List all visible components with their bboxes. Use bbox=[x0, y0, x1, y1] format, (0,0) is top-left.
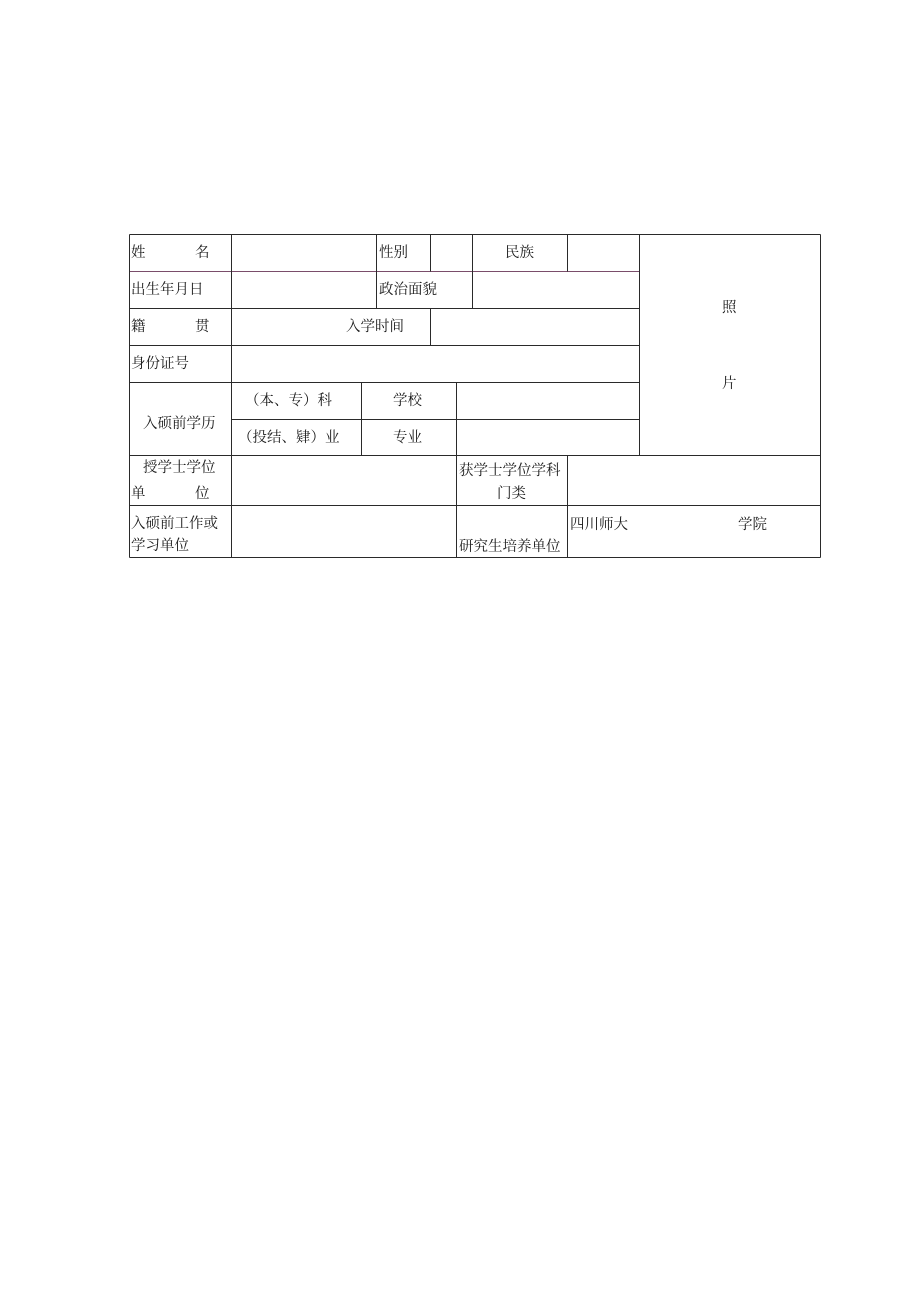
id-number-label: 身份证号 bbox=[131, 356, 189, 372]
name-field[interactable] bbox=[232, 235, 375, 271]
birth-date-label: 出生年月日 bbox=[131, 282, 204, 298]
prior-work-label-line1: 入硕前工作或 bbox=[131, 516, 218, 532]
birth-date-field[interactable] bbox=[232, 272, 375, 307]
prior-work-label-line2: 学习单位 bbox=[131, 538, 189, 554]
political-status-field[interactable] bbox=[473, 272, 638, 307]
training-unit-college: 学院 bbox=[738, 517, 767, 533]
native-place-label-char2: 贯 bbox=[195, 319, 210, 335]
bachelor-college-label: （本、专）科 bbox=[245, 393, 332, 409]
major-label: 专业 bbox=[393, 430, 422, 446]
gender-field[interactable] bbox=[431, 235, 471, 271]
graduation-status-label: （投结、肄）业 bbox=[238, 430, 340, 446]
degree-category-field[interactable] bbox=[568, 457, 819, 504]
degree-category-label-line2: 门类 bbox=[497, 486, 526, 502]
degree-unit-label-line2-char1: 单 bbox=[131, 486, 146, 502]
id-number-field[interactable] bbox=[232, 346, 638, 381]
degree-unit-label-line1: 授学士学位 bbox=[143, 460, 216, 476]
enroll-time-label: 入学时间 bbox=[346, 319, 404, 335]
degree-category-label-line1: 获学士学位学科 bbox=[459, 463, 561, 479]
degree-unit-field[interactable] bbox=[232, 457, 456, 504]
political-status-label: 政治面貌 bbox=[379, 282, 437, 298]
prior-education-label: 入硕前学历 bbox=[143, 416, 216, 432]
school-label: 学校 bbox=[393, 393, 422, 409]
name-label-char1: 姓 bbox=[131, 245, 146, 261]
photo-box[interactable] bbox=[640, 235, 819, 455]
degree-unit-label-line2-char2: 位 bbox=[195, 486, 210, 502]
enroll-time-field[interactable] bbox=[431, 309, 638, 344]
photo-label-char2: 片 bbox=[722, 376, 737, 392]
ethnicity-field[interactable] bbox=[568, 235, 638, 271]
school-field[interactable] bbox=[457, 383, 638, 418]
ethnicity-label: 民族 bbox=[505, 245, 534, 261]
prior-work-field[interactable] bbox=[232, 506, 456, 557]
photo-label-char1: 照 bbox=[722, 300, 737, 316]
training-unit-label: 研究生培养单位 bbox=[459, 539, 561, 555]
native-place-label-char1: 籍 bbox=[131, 319, 146, 335]
training-unit-university: 四川师大 bbox=[570, 517, 628, 533]
major-field[interactable] bbox=[457, 420, 638, 455]
gender-label: 性别 bbox=[379, 245, 408, 261]
name-label-char2: 名 bbox=[195, 245, 210, 261]
